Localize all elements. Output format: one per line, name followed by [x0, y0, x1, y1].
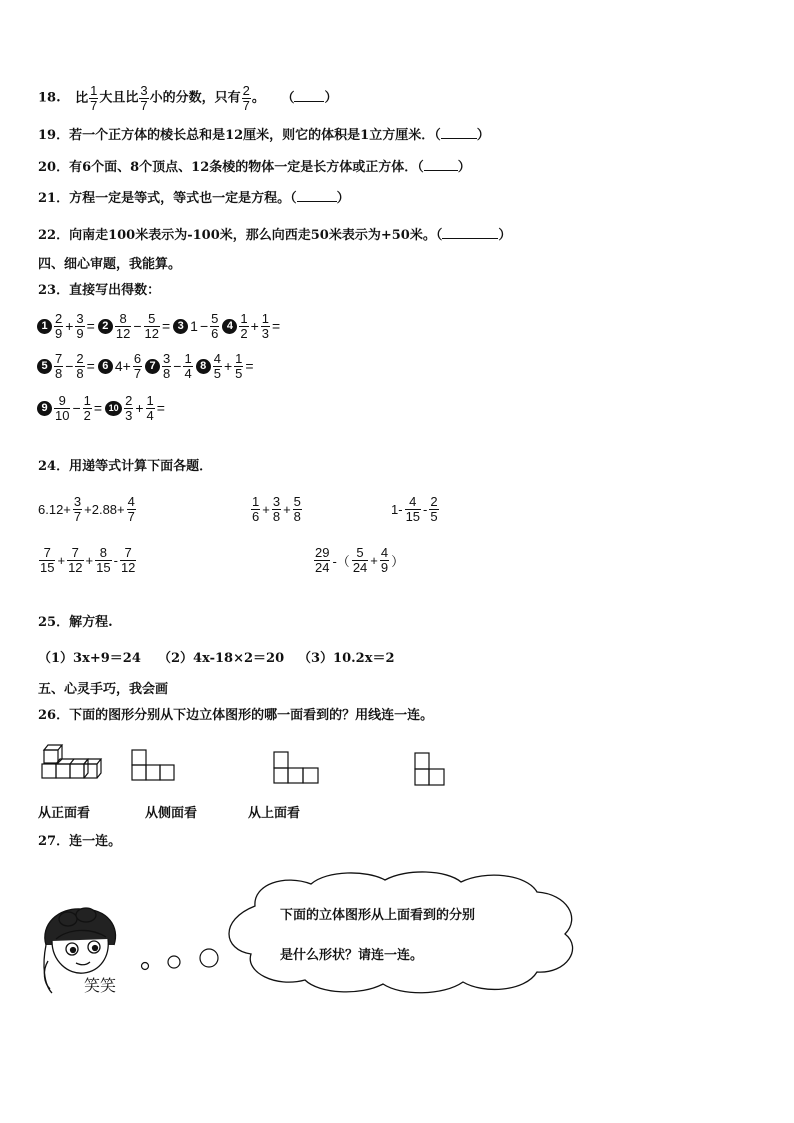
denominator: 2	[240, 325, 248, 341]
q23-item-3	[173, 312, 220, 340]
paren: ）	[476, 128, 490, 143]
answer-blank[interactable]	[424, 159, 458, 171]
denominator: 5	[235, 365, 243, 381]
circled-number: 7	[145, 359, 160, 374]
denominator: 6	[211, 325, 219, 341]
view-shape-b	[273, 750, 321, 786]
denominator: 6	[252, 508, 260, 524]
numerator: 7	[55, 351, 63, 366]
math-operator: =	[245, 358, 254, 375]
q23-item-2	[98, 312, 171, 340]
speech-cloud	[215, 868, 587, 998]
fraction: $\frac{3}{7}$	[140, 83, 148, 113]
question-24-title: 24．用递等式计算下面各题．	[38, 459, 213, 474]
text: 比	[75, 90, 89, 106]
math-operator: =	[86, 358, 95, 375]
denominator: 8	[272, 508, 281, 524]
math-operator: =	[156, 400, 165, 417]
solid-figure-drawing	[40, 742, 102, 784]
numerator: 1	[83, 393, 91, 408]
circled-number: 6	[98, 359, 113, 374]
question-23-title: 23．直接写出得数：	[38, 283, 161, 298]
numerator: 1	[235, 351, 243, 366]
girl-illustration	[38, 905, 138, 997]
q25-equation-3: （3）10.2x＝2	[298, 651, 395, 666]
q23-item-6	[98, 352, 143, 380]
math-operator: 1-	[391, 501, 403, 517]
math-operator: +	[223, 358, 233, 375]
q24-expression-3	[390, 495, 440, 523]
text: 小的分数，只有	[149, 90, 241, 106]
numerator: 5	[148, 311, 156, 326]
question-25-title: 25．解方程.	[38, 615, 113, 630]
math-operator: +	[262, 501, 270, 517]
question-text: 22．向南走100米表示为-100米，那么向西走50米表示为+50米。（	[38, 228, 443, 243]
section-4-heading: 四、细心审题，我能算。	[38, 257, 182, 272]
fraction	[127, 495, 136, 523]
answer-blank[interactable]	[297, 190, 337, 202]
math-operator: −	[173, 358, 182, 375]
denominator: 8	[293, 508, 301, 524]
math-operator: +	[370, 552, 378, 568]
numerator: 1	[240, 311, 248, 326]
numerator: 4	[409, 494, 417, 509]
caption-side-view: 从侧面看	[145, 806, 198, 821]
math-operator: +	[57, 552, 66, 568]
paren: ）	[336, 191, 350, 206]
q24-expression-1	[37, 495, 137, 523]
fraction	[183, 352, 192, 380]
question-19	[38, 127, 490, 142]
fraction	[54, 394, 70, 422]
denominator: 12	[115, 325, 131, 341]
math-operator: =	[161, 318, 171, 335]
numerator: 4	[127, 494, 135, 509]
q23-item-9	[37, 394, 103, 422]
circled-number: 1	[37, 319, 52, 334]
fraction	[115, 312, 131, 340]
numerator: 5	[356, 545, 364, 560]
denominator: 12	[144, 325, 159, 341]
circled-number: 8	[196, 359, 211, 374]
question-text: 21．方程一定是等式，等式也一定是方程。（	[38, 191, 297, 206]
math-operator: +	[65, 318, 74, 335]
fraction	[39, 546, 55, 574]
numerator: 4	[213, 351, 221, 366]
fraction	[124, 394, 133, 422]
fraction	[73, 495, 82, 523]
math-operator: 4+	[114, 358, 131, 375]
fraction	[75, 352, 84, 380]
denominator: 4	[146, 407, 154, 423]
numerator: 3	[272, 494, 281, 509]
fraction	[213, 352, 222, 380]
fraction	[261, 312, 270, 340]
math-operator: -	[423, 501, 428, 517]
fraction	[429, 495, 438, 523]
denominator: 2	[83, 407, 91, 423]
denominator: 12	[68, 559, 83, 575]
numerator: 1	[261, 311, 270, 326]
answer-blank[interactable]	[442, 227, 498, 239]
numerator: 9	[58, 393, 66, 408]
denominator: 8	[163, 365, 171, 381]
denominator: 10	[55, 407, 70, 423]
numerator: 5	[211, 311, 219, 326]
denominator: 5	[213, 365, 221, 381]
q23-item-4	[222, 312, 281, 340]
denominator: 7	[127, 508, 135, 524]
fraction	[144, 312, 160, 340]
fraction	[234, 352, 243, 380]
q24-expression-5	[313, 546, 405, 574]
denominator: 9	[76, 325, 84, 341]
question-21	[38, 190, 350, 205]
math-operator: =	[93, 400, 103, 417]
denominator: 24	[315, 559, 330, 575]
numerator: 8	[119, 311, 127, 326]
view-shape-a	[131, 748, 177, 784]
question-text: 19．若一个正方体的棱长总和是12厘米，则它的体积是1立方厘米．（	[38, 128, 441, 143]
denominator: 8	[55, 365, 63, 381]
denominator: 9	[55, 325, 63, 341]
denominator: 15	[405, 508, 421, 524]
fraction	[54, 352, 63, 380]
fraction	[120, 546, 136, 574]
math-operator: +	[250, 318, 259, 335]
q23-item-1	[37, 312, 96, 340]
math-operator: −	[65, 358, 74, 375]
text: 。	[251, 90, 265, 106]
circled-number: 5	[37, 359, 52, 374]
caption-front-view: 从正面看	[38, 806, 91, 821]
numerator: 3	[73, 494, 82, 509]
math-operator: +	[283, 501, 291, 517]
paren: ）	[498, 228, 512, 243]
q23-item-5	[37, 352, 96, 380]
fraction	[380, 546, 389, 574]
denominator: 4	[184, 365, 192, 381]
math-operator: =	[86, 318, 95, 335]
numerator: 3	[163, 351, 171, 366]
text: 大且比	[99, 90, 139, 106]
question-22	[38, 227, 511, 242]
paren: ）	[457, 160, 471, 175]
q24-expression-2	[250, 495, 303, 523]
numerator: 7	[71, 545, 79, 560]
math-operator: =	[272, 318, 281, 335]
question-20	[38, 159, 471, 174]
numerator: 29	[315, 545, 330, 560]
denominator: 7	[73, 508, 82, 524]
answer-blank[interactable]	[294, 90, 324, 102]
answer-blank[interactable]	[441, 127, 477, 139]
denominator: 8	[76, 365, 84, 381]
question-text: 20．有6个面、8个顶点、12条棱的物体一定是长方体或正方体．（	[38, 160, 424, 175]
q24-expression-4	[38, 546, 137, 574]
fraction	[54, 312, 63, 340]
q25-equation-2: （2）4x-18×2＝20	[158, 651, 285, 666]
circled-number: 4	[222, 319, 237, 334]
math-operator: -	[113, 552, 118, 568]
circled-number: 10	[105, 401, 122, 416]
view-shape-c	[414, 752, 448, 788]
q23-row-1	[37, 312, 283, 340]
math-operator: 1	[190, 318, 198, 335]
circled-number: 3	[173, 319, 188, 334]
math-operator: +2.88+	[84, 501, 125, 517]
denominator: 15	[40, 559, 55, 575]
paren: （	[281, 90, 295, 106]
denominator: 7	[133, 365, 142, 381]
question-number: 18.	[38, 90, 61, 106]
q23-row-3	[37, 394, 168, 422]
numerator: 5	[293, 494, 301, 509]
section-5-heading: 五、心灵手巧，我会画	[38, 682, 169, 697]
q23-item-10	[105, 394, 166, 422]
q23-row-2	[37, 352, 257, 380]
denominator: 3	[261, 325, 270, 341]
denominator: 9	[380, 559, 389, 575]
numerator: 6	[133, 351, 142, 366]
fraction	[293, 495, 302, 523]
numerator: 2	[430, 494, 438, 509]
fraction	[352, 546, 368, 574]
numerator: 2	[55, 311, 63, 326]
cloud-text-line-1: 下面的立体图形从上面看到的分别	[280, 908, 476, 923]
math-operator: 6.12+	[38, 501, 71, 517]
fraction	[239, 312, 248, 340]
fraction	[133, 352, 142, 380]
fraction	[314, 546, 330, 574]
question-26-title: 26．下面的图形分别从下边立体图形的哪一面看到的？用线连一连。	[38, 708, 434, 723]
fraction	[251, 495, 260, 523]
numerator: 2	[125, 393, 133, 408]
numerator: 7	[124, 545, 132, 560]
numerator: 2	[76, 351, 84, 366]
fraction	[162, 352, 171, 380]
math-operator: +	[135, 400, 144, 417]
denominator: 5	[430, 508, 438, 524]
q23-item-7	[145, 352, 194, 380]
denominator: 3	[125, 407, 133, 423]
numerator: 7	[43, 545, 51, 560]
fraction	[146, 394, 155, 422]
paren: ）	[324, 90, 338, 106]
circled-number: 9	[37, 401, 52, 416]
circled-number: 2	[98, 319, 113, 334]
math-operator: -（	[332, 553, 350, 569]
numerator: 8	[99, 545, 107, 560]
caption-top-view: 从上面看	[248, 806, 301, 821]
math-operator: −	[199, 318, 209, 335]
denominator: 15	[96, 559, 111, 575]
q25-equation-1: （1）3x+9＝24	[38, 651, 141, 666]
math-operator: −	[72, 400, 81, 417]
math-operator: −	[133, 318, 142, 335]
numerator: 1	[184, 351, 192, 366]
math-operator: +	[85, 552, 94, 568]
numerator: 4	[380, 545, 389, 560]
fraction: $\frac{1}{7}$	[90, 83, 98, 113]
denominator: 24	[352, 559, 368, 575]
fraction	[272, 495, 281, 523]
cloud-text-line-2: 是什么形状？请连一连。	[280, 948, 424, 963]
q23-item-8	[196, 352, 255, 380]
numerator: 3	[76, 311, 84, 326]
fraction	[405, 495, 421, 523]
girl-label: 笑笑	[84, 976, 117, 995]
thought-bubbles	[138, 946, 222, 974]
fraction	[67, 546, 83, 574]
fraction: $\frac{2}{7}$	[242, 83, 250, 113]
fraction	[210, 312, 219, 340]
fraction	[75, 312, 84, 340]
numerator: 1	[252, 494, 260, 509]
denominator: 12	[120, 559, 136, 575]
numerator: 1	[146, 393, 154, 408]
math-operator: ）	[391, 553, 405, 569]
fraction	[83, 394, 92, 422]
question-18	[38, 84, 337, 112]
question-27-title: 27．连一连。	[38, 834, 122, 849]
fraction	[95, 546, 111, 574]
